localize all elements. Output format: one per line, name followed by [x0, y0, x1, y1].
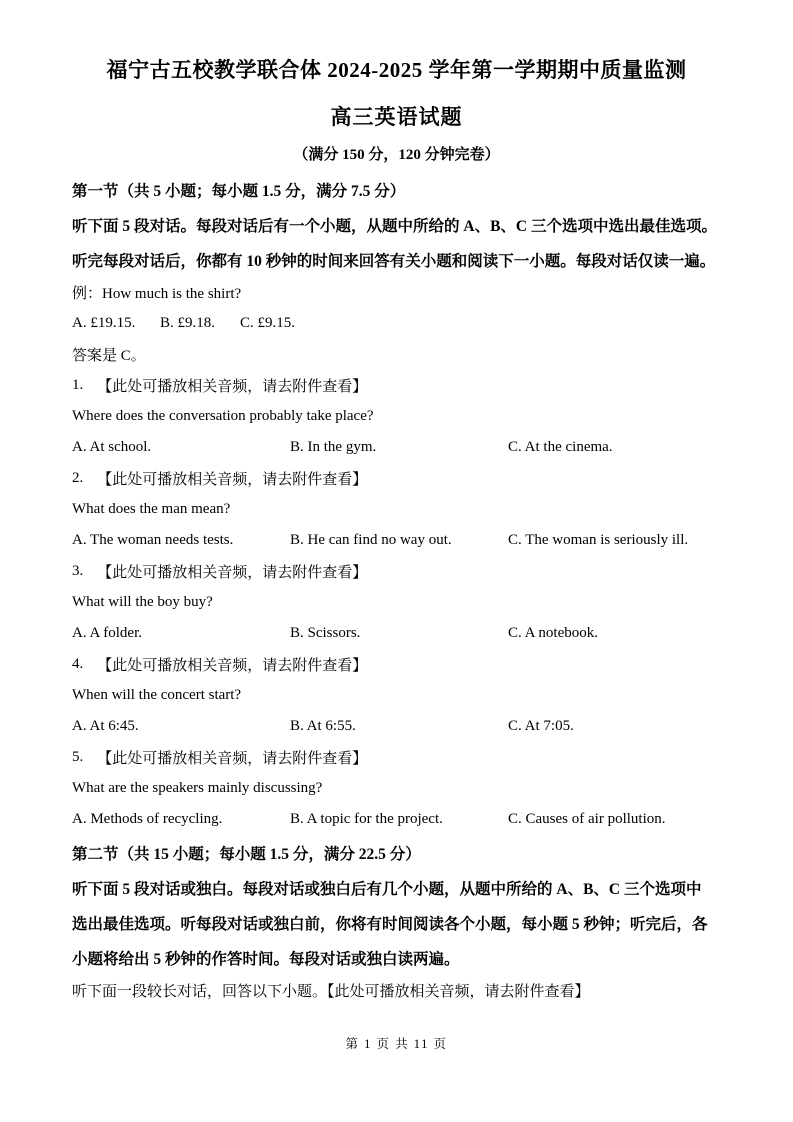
question-5-number: 5. — [72, 749, 84, 765]
question-3-text: What will the boy buy? — [72, 594, 213, 610]
section2-instruction-line-2: 选出最佳选项。听每段对话或独白前，你将有时间阅读各个小题，每小题 5 秒钟；听完后，各 — [72, 915, 708, 933]
question-2-options — [72, 525, 740, 556]
audio-note: 【此处可播放相关音频，请去附件查看】 — [97, 472, 368, 488]
question-1-options — [72, 432, 740, 463]
page-footer: 第 1 页 共 11 页 — [345, 1037, 448, 1051]
option-b: B. He can find no way out. — [290, 532, 452, 548]
question-1-number: 1. — [72, 377, 84, 393]
question-2-text: What does the man mean? — [72, 501, 231, 517]
question-3-number: 3. — [72, 563, 84, 579]
question-5-audio-line — [72, 742, 740, 773]
example-prompt: 例：How much is the shirt? — [72, 286, 242, 302]
option-a: A. At 6:45. — [72, 718, 139, 734]
question-4-text: When will the concert start? — [72, 687, 242, 703]
section2-listening-intro: 听下面一段较长对话，回答以下小题。【此处可播放相关音频，请去附件查看】 — [72, 984, 590, 1000]
question-2-audio-line — [72, 463, 740, 494]
section2-heading: 第二节（共 15 小题；每小题 1.5 分，满分 22.5 分） — [72, 845, 421, 863]
question-1-text: Where does the conversation probably take place? — [72, 408, 374, 424]
audio-note: 【此处可播放相关音频，请去附件查看】 — [97, 658, 368, 674]
document-header — [0, 0, 793, 166]
option-a: A. Methods of recycling. — [72, 811, 223, 827]
option-a: A. At school. — [72, 439, 152, 455]
section1-heading: 第一节（共 5 小题；每小题 1.5 分，满分 7.5 分） — [72, 182, 406, 200]
option-a: A. A folder. — [72, 625, 142, 641]
question-5-options — [72, 804, 740, 835]
option-c: C. A notebook. — [508, 625, 599, 641]
question-3-audio-line — [72, 556, 740, 587]
section2-instruction-line-1: 听下面 5 段对话或独白。每段对话或独白后有几个小题，从题中所给的 A、B、C 三个选项中 — [72, 880, 702, 898]
exam-body — [72, 172, 740, 1006]
question-4-options — [72, 711, 740, 742]
question-5-text: What are the speakers mainly discussing? — [72, 780, 323, 796]
example-option-a: A. £19.15. — [72, 315, 136, 331]
audio-note: 【此处可播放相关音频，请去附件查看】 — [97, 379, 368, 395]
option-c: C. Causes of air pollution. — [508, 811, 666, 827]
example-answer: 答案是 C。 — [72, 348, 146, 364]
question-3-options — [72, 618, 740, 649]
example-option-c: C. £9.15. — [240, 315, 296, 331]
audio-note: 【此处可播放相关音频，请去附件查看】 — [97, 751, 368, 767]
section1-instruction-line-1: 听下面 5 段对话。每段对话后有一个小题，从题中所给的 A、B、C 三个选项中选出最佳选项。 — [72, 217, 717, 235]
example-options — [72, 308, 740, 339]
option-b: B. In the gym. — [290, 439, 377, 455]
example-option-b: B. £9.18. — [160, 315, 216, 331]
option-b: B. A topic for the project. — [290, 811, 443, 827]
option-b: B. At 6:55. — [290, 718, 356, 734]
section1-instruction-line-2: 听完每段对话后，你都有 10 秒钟的时间来回答有关小题和阅读下一小题。每段对话仅读一遍。 — [72, 252, 716, 270]
option-b: B. Scissors. — [290, 625, 361, 641]
option-c: C. The woman is seriously ill. — [508, 532, 689, 548]
question-2-number: 2. — [72, 470, 84, 486]
section2-instruction-line-3: 小题将给出 5 秒钟的作答时间。每段对话或独白读两遍。 — [72, 950, 460, 968]
option-c: C. At 7:05. — [508, 718, 574, 734]
option-a: A. The woman needs tests. — [72, 532, 234, 548]
option-c: C. At the cinema. — [508, 439, 613, 455]
question-1-audio-line — [72, 370, 740, 401]
exam-title: 福宁古五校教学联合体 2024-2025 学年第一学期期中质量监测 — [106, 58, 687, 82]
question-4-audio-line — [72, 649, 740, 680]
score-note: （满分 150 分，120 分钟完卷） — [293, 147, 500, 163]
exam-subtitle: 高三英语试题 — [330, 105, 463, 129]
audio-note: 【此处可播放相关音频，请去附件查看】 — [97, 565, 368, 581]
question-4-number: 4. — [72, 656, 84, 672]
